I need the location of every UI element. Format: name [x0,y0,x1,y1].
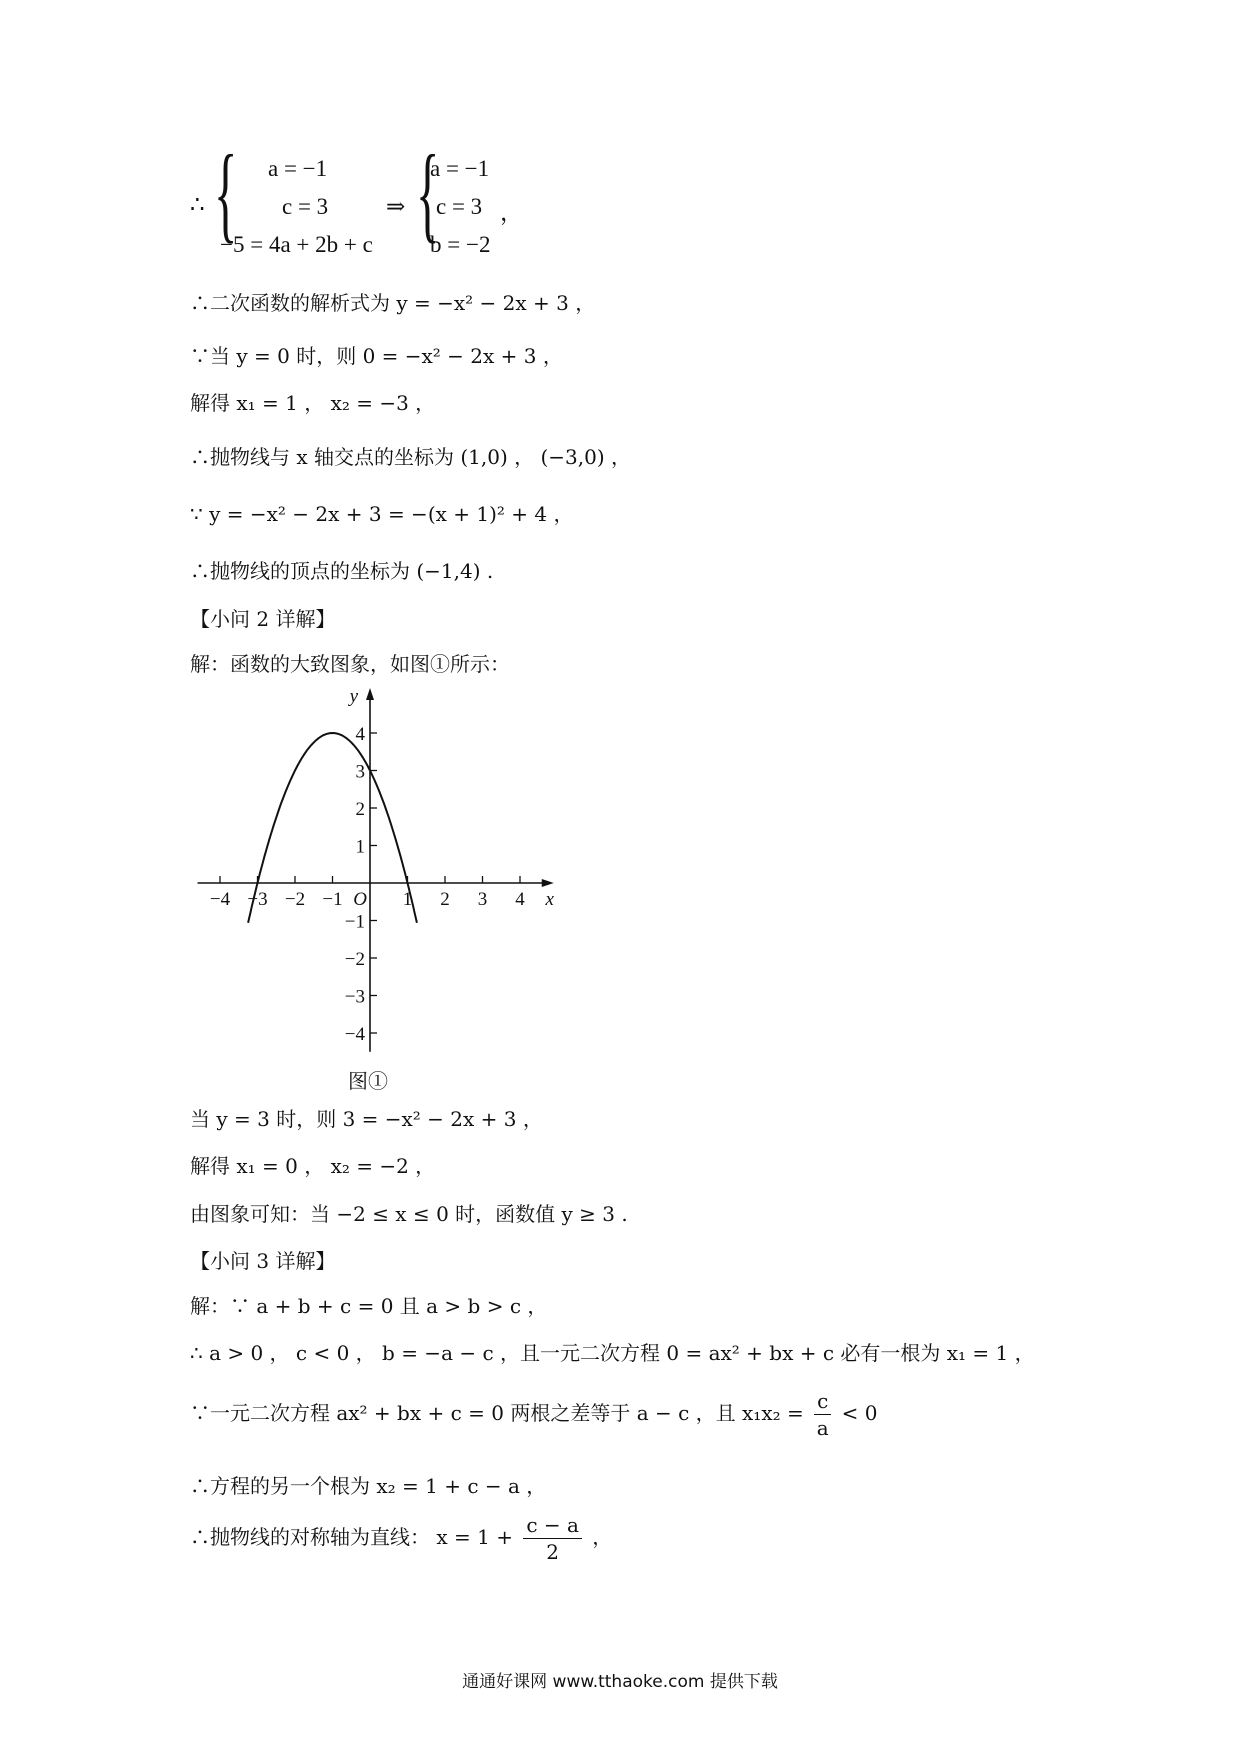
y-tick-label: 4 [355,724,365,745]
fraction-numerator: c − a [523,1512,582,1539]
x-axis-arrow [542,879,554,887]
sign-analysis-line: ∴ a > 0 ， c < 0 ， b = −a − c ，且一元二次方程 0 = ax² + bx + c 必有一根为 x₁ = 1 ， [190,1341,1035,1365]
y-axis-arrow [366,688,374,700]
c-over-a-fraction [814,1388,831,1441]
therefore-symbol: ∴ [190,192,205,217]
figure-caption: 图① [348,1069,388,1093]
y-zero-line: ∵当 y = 0 时，则 0 = −x² − 2x + 3 ， [190,344,563,368]
y-tick-label: 1 [355,836,365,858]
left-brace: { [214,134,238,253]
x-intercepts-line: ∴抛物线与 x 轴交点的坐标为 (1,0) ， (−3,0) ， [190,445,632,469]
x-tick-label: −3 [247,889,268,910]
right-eq-3: b = −2 [430,232,491,257]
vertex-form-line: ∵ y = −x² − 2x + 3 = −(x + 1)² + 4 ， [190,502,574,526]
c-minus-a-over-2-fraction [523,1512,582,1565]
system-tail: ， [500,200,523,225]
right-brace: { [416,134,440,253]
x-tick-label: −2 [284,889,306,910]
analytic-expression-line: ∴二次函数的解析式为 y = −x² − 2x + 3 ， [190,291,596,315]
parabola-graph [185,685,565,1070]
equation-system [190,134,590,262]
root-difference-line [190,1388,878,1441]
vertex-line: ∴抛物线的顶点的坐标为 (−1,4) . [190,559,494,583]
x-axis-label: x [545,889,554,910]
y-axis-label: y [349,686,358,707]
section-3-heading: 【小问 3 详解】 [190,1249,336,1273]
x-tick-label: 2 [440,889,450,910]
y-tick-label: −3 [344,986,365,1008]
y-tick-label: 3 [355,761,365,783]
axis-of-symmetry-text: ∴抛物线的对称轴为直线： x = 1 + [190,1525,520,1549]
section-2-heading: 【小问 2 详解】 [190,607,336,631]
root-difference-text: ∵一元二次方程 ax² + bx + c = 0 两根之差等于 a − c ，且 x₁x₂ = [190,1401,811,1425]
y-three-line: 当 y = 3 时，则 3 = −x² − 2x + 3 ， [190,1107,543,1131]
range-conclusion-line: 由图象可知：当 −2 ≤ x ≤ 0 时，函数值 y ≥ 3 . [190,1202,628,1226]
x-tick-label: −4 [209,889,231,910]
roots-line-2: 解得 x₁ = 0 ， x₂ = −2 ， [190,1154,436,1178]
other-root-line: ∴方程的另一个根为 x₂ = 1 + c − a ， [190,1474,547,1498]
left-eq-2: c = 3 [282,194,329,219]
graph-intro-line: 解：函数的大致图象，如图①所示： [190,652,510,676]
x-tick-label: 3 [477,889,488,910]
x-tick-label: 4 [515,889,525,910]
y-tick-label: −4 [344,1024,365,1045]
given-conditions-line: 解：∵ a + b + c = 0 且 a > b > c ， [190,1294,548,1318]
x-tick-label: 1 [402,889,413,910]
implies-arrow: ⇒ [386,194,406,219]
y-tick-label: −1 [344,911,365,933]
y-tick-label: −2 [344,949,365,970]
roots-line: 解得 x₁ = 1 ， x₂ = −3 ， [190,391,436,415]
origin-label: O [353,889,367,910]
left-eq-3: −5 = 4a + 2b + c [220,232,373,257]
axis-of-symmetry-tail: ， [585,1525,613,1549]
right-eq-1: a = −1 [430,156,490,181]
fraction-denominator: 2 [546,1540,559,1564]
footer-watermark: 通通好课网 www.tthaoke.com 提供下载 [462,1672,778,1692]
right-eq-2: c = 3 [436,194,483,219]
y-tick-label: 2 [355,799,365,820]
axis-of-symmetry-line [190,1512,612,1565]
root-difference-tail: < 0 [835,1401,878,1425]
x-tick-label: −1 [322,889,343,910]
fraction-denominator: a [816,1416,829,1440]
fraction-numerator: c [814,1388,831,1415]
left-eq-1: a = −1 [268,156,328,181]
